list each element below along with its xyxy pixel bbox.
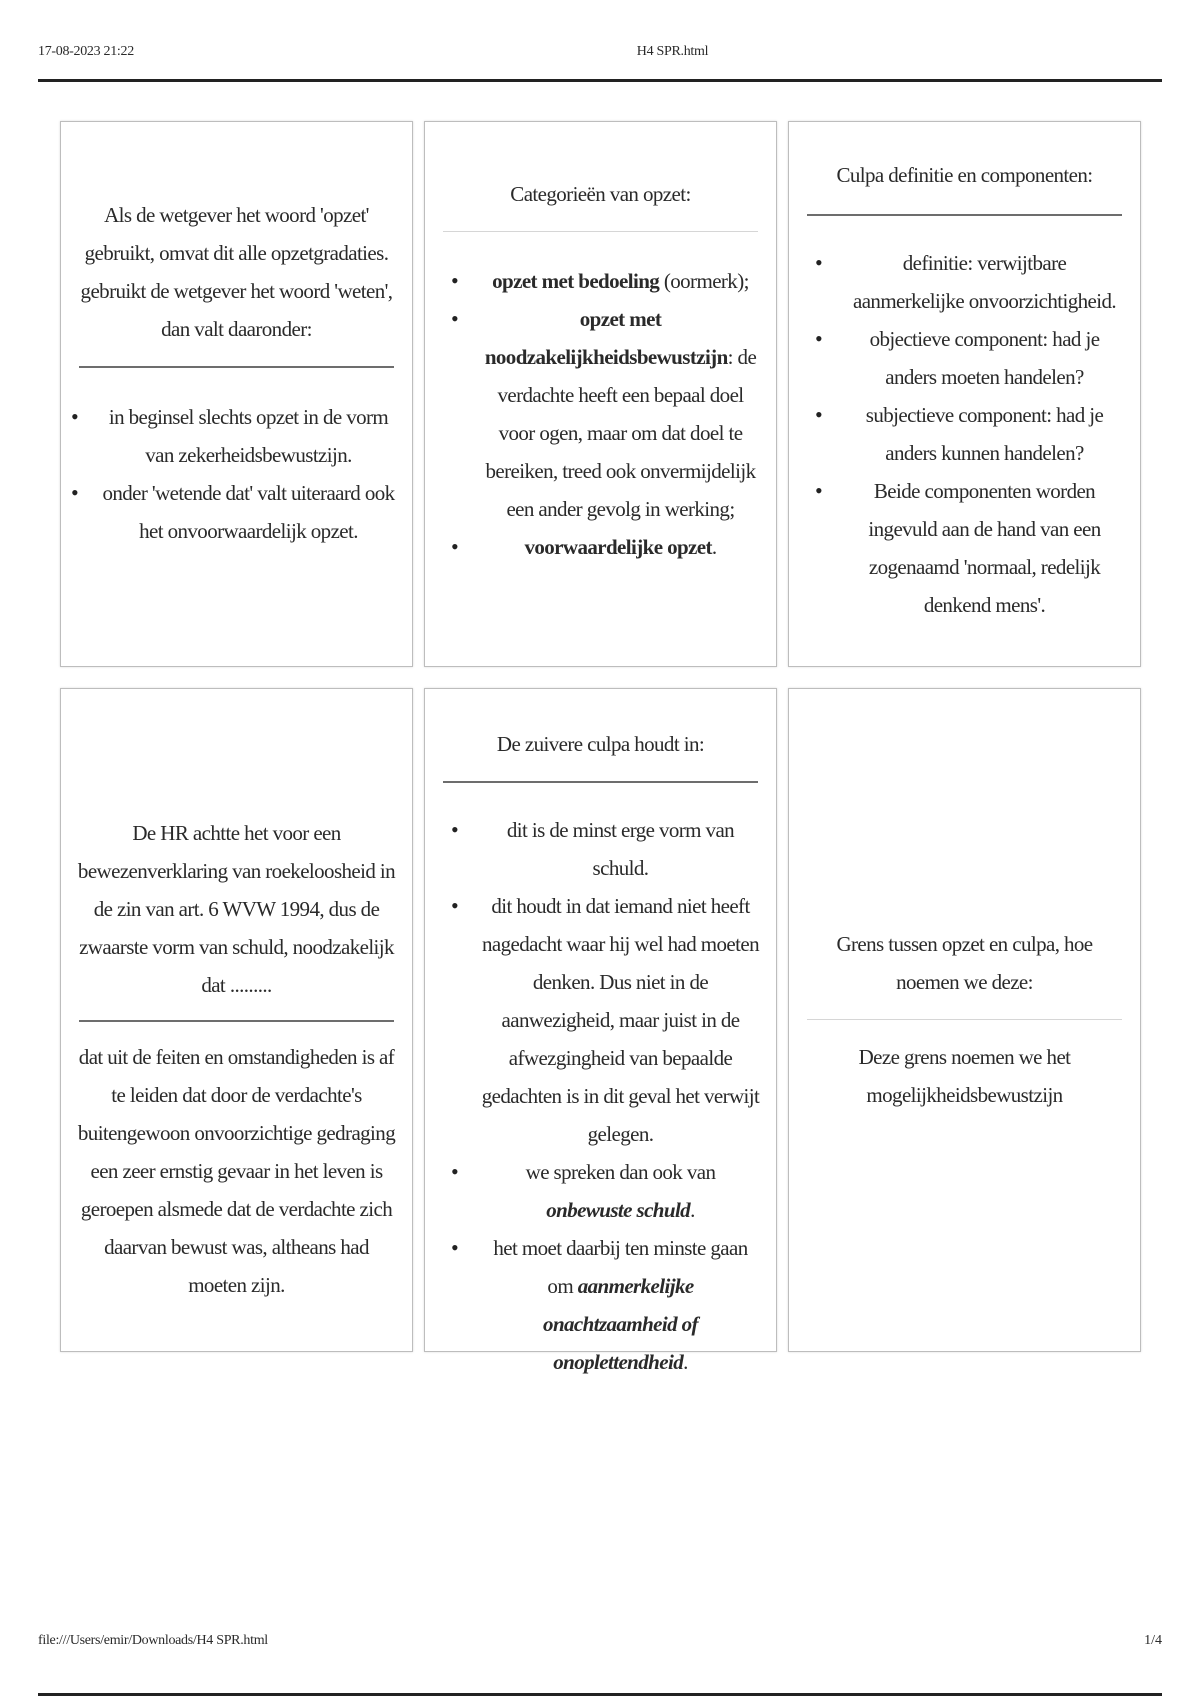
list-item: • subjectieve component: had je anders kunnen handelen? [845,396,1124,472]
card-back [805,1038,1124,1114]
list-item: • objectieve component: had je anders moeten handelen? [845,320,1124,396]
footer-divider [38,1693,1162,1696]
list-item: • we spreken dan ook van onbewuste schuld. [481,1153,760,1229]
list-item: • dit is de minst erge vorm van schuld. [481,811,760,887]
card-front: Grens tussen opzet en culpa, hoe noemen we deze: [836,932,1093,994]
card-answer: Deze grens noemen we het mogelijkheidsbewustzijn [858,1045,1071,1107]
list-item: • Beide componenten worden ingevuld aan de hand van een zogenaamd 'normaal, redelijk denkend mens'. [845,472,1124,624]
card-front: De zuivere culpa houdt in: [496,732,705,756]
list-item: • in beginsel slechts opzet in de vorm van zekerheidsbewustzijn. [101,398,396,474]
list-item: • definitie: verwijtbare aanmerkelijke onvoorzichtigheid. [845,244,1124,320]
list-item: • opzet met noodzakelijkheidsbewustzijn: de verdachte heeft een bepaal doel voor ogen, maar om dat doel te bereiken, treed ook onvermijdelijk een ander gevolg in werking; [481,300,760,528]
card-front: Culpa definitie en componenten: [836,163,1093,187]
card-answer: dat uit de feiten en omstandigheden is af te leiden dat door de verdachte's buitengewoon onvoorzichtige gedraging een zeer ernstig gevaar in het leven is geroepen alsmede dat de verdachte zich daarvan bewust was, altheans had moeten zijn. [77,1045,396,1297]
list-item: • het moet daarbij ten minste gaan om aanmerkelijke onachtzaamheid of onoplettendheid. [481,1229,760,1381]
flashcard-3[interactable] [788,121,1141,667]
header-divider [38,79,1162,82]
list-item: • voorwaardelijke opzet. [481,528,760,566]
card-back [441,262,760,566]
card-divider [443,231,758,232]
flashcard-1[interactable] [60,121,413,667]
flashcard-5[interactable] [424,688,777,1374]
card-back [77,1038,396,1304]
card-front: Categorieën van opzet: [510,182,691,206]
list-item: • onder 'wetende dat' valt uiteraard ook het onvoorwaardelijk opzet. [101,474,396,550]
card-divider [807,1019,1122,1020]
flashcard-6[interactable] [788,688,1141,1352]
card-back [77,398,396,550]
card-divider [443,781,758,783]
print-file-path: file:///Users/emir/Downloads/H4 SPR.html [38,1633,268,1648]
card-front: Als de wetgever het woord 'opzet' gebruikt, omvat dit alle opzetgradaties. gebruikt de wetgever het woord 'weten', dan valt daaronder: [80,203,393,341]
flashcard-4[interactable] [60,688,413,1352]
list-item: • opzet met bedoeling (oormerk); [481,262,760,300]
list-item: • dit houdt in dat iemand niet heeft nagedacht waar hij wel had moeten denken. Dus niet in de aanwezigheid, maar juist in de afwezgingheid van bepaalde gedachten is in dit geval het verwijt gelegen. [481,887,760,1153]
card-divider [79,366,394,368]
print-title: H4 SPR.html [636,44,709,59]
card-front: De HR achtte het voor een bewezenverklaring van roekeloosheid in de zin van art. 6 WVW 1994, dus de zwaarste vorm van schuld, noodzakelijk dat ......... [77,821,396,997]
page-number: 1/4 [1144,1633,1162,1648]
card-divider [807,214,1122,216]
flashcard-grid [60,121,1147,1374]
card-divider [79,1020,394,1022]
flashcard-2[interactable] [424,121,777,667]
card-back [441,811,760,1381]
card-back [805,244,1124,624]
print-timestamp: 17-08-2023 21:22 [38,44,134,59]
